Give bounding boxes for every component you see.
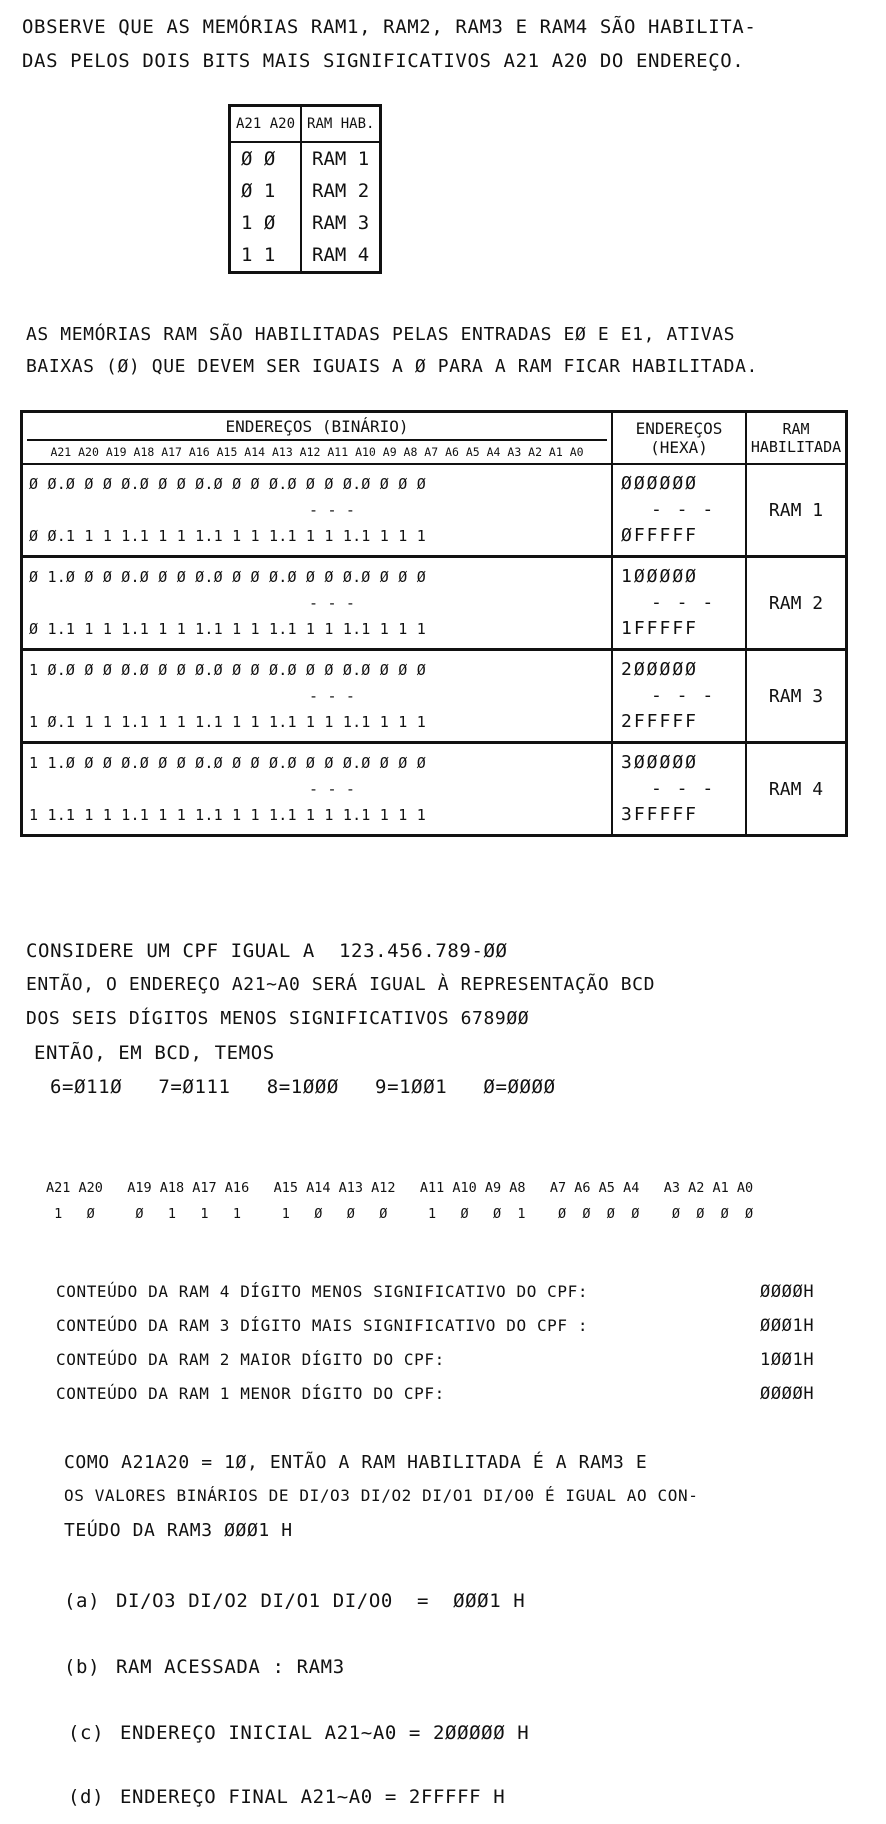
small-table-bits: Ø 1 bbox=[241, 180, 276, 202]
binary-start: 1 1.Ø Ø Ø Ø.Ø Ø Ø Ø.Ø Ø Ø Ø.Ø Ø Ø Ø.Ø Ø Ø Ø bbox=[29, 754, 426, 772]
hex-header-line-1: ENDEREÇOS bbox=[635, 419, 723, 438]
binary-start: Ø Ø.Ø Ø Ø Ø.Ø Ø Ø Ø.Ø Ø Ø Ø.Ø Ø Ø Ø.Ø Ø Ø Ø bbox=[29, 475, 426, 493]
ram-label: RAM 3 bbox=[746, 650, 847, 743]
cpf-line-3: DOS SEIS DÍGITOS MENOS SIGNIFICATIVOS 6789ØØ bbox=[26, 1008, 530, 1029]
binary-range bbox=[22, 464, 613, 557]
hex-range bbox=[612, 743, 746, 836]
answer-a-text: DI/O3 DI/O2 DI/O1 DI/O0 = ØØØ1 H bbox=[116, 1590, 526, 1612]
ram-enable-table bbox=[228, 104, 382, 274]
address-bit-values: 1 Ø Ø 1 1 1 1 Ø Ø Ø 1 Ø Ø 1 Ø Ø Ø Ø Ø Ø Ø Ø bbox=[46, 1206, 754, 1222]
binary-end: 1 Ø.1 1 1 1.1 1 1 1.1 1 1 1.1 1 1 1.1 1 1 1 bbox=[29, 713, 426, 731]
binary-header-cell bbox=[22, 412, 613, 465]
hex-start: 2ØØØØØ bbox=[621, 659, 699, 680]
hex-end: 3FFFFF bbox=[621, 804, 699, 825]
cpf-line-4: ENTÃO, EM BCD, TEMOS bbox=[34, 1042, 275, 1064]
answer-d-item: (d) bbox=[68, 1786, 105, 1808]
answer-d-text: ENDEREÇO FINAL A21~A0 = 2FFFFF H bbox=[120, 1786, 506, 1808]
content-ram4-label: CONTEÚDO DA RAM 4 DÍGITO MENOS SIGNIFICATIVO DO CPF: bbox=[56, 1282, 589, 1301]
binary-header-bits: A21 A20 A19 A18 A17 A16 A15 A14 A13 A12 A11 A10 A9 A8 A7 A6 A5 A4 A3 A2 A1 A0 bbox=[50, 445, 584, 459]
conclusion-line-1: COMO A21A20 = 1Ø, ENTÃO A RAM HABILITADA É A RAM3 E bbox=[64, 1452, 648, 1473]
binary-header-title: ENDEREÇOS (BINÁRIO) bbox=[27, 417, 607, 441]
conclusion-line-3: TEÚDO DA RAM3 ØØØ1 H bbox=[64, 1520, 293, 1541]
hex-end: 2FFFFF bbox=[621, 711, 699, 732]
binary-end: 1 1.1 1 1 1.1 1 1 1.1 1 1 1.1 1 1 1.1 1 1 1 bbox=[29, 806, 426, 824]
content-ram2-value: 1ØØ1H bbox=[760, 1350, 815, 1370]
conclusion-line-2: OS VALORES BINÁRIOS DE DI/O3 DI/O2 DI/O1 DI/O0 É IGUAL AO CON- bbox=[64, 1486, 699, 1505]
hex-start: ØØØØØØ bbox=[621, 473, 699, 494]
content-ram1-label: CONTEÚDO DA RAM 1 MENOR DÍGITO DO CPF: bbox=[56, 1384, 445, 1403]
bcd-conversions: 6=Ø11Ø 7=Ø111 8=1ØØØ 9=1ØØ1 Ø=ØØØØ bbox=[50, 1076, 556, 1098]
hex-range bbox=[612, 557, 746, 650]
hex-header-line-2: (HEXA) bbox=[650, 438, 708, 457]
binary-ellipsis: - - - bbox=[309, 687, 356, 705]
small-table-ram: RAM 1 bbox=[301, 142, 381, 175]
enable-line-2: BAIXAS (Ø) QUE DEVEM SER IGUAIS A Ø PARA A RAM FICAR HABILITADA. bbox=[26, 356, 758, 377]
intro-line-2: DAS PELOS DOIS BITS MAIS SIGNIFICATIVOS A21 A20 DO ENDEREÇO. bbox=[22, 50, 745, 72]
hex-ellipsis: - - - bbox=[651, 499, 716, 520]
small-table-bits: Ø Ø bbox=[241, 148, 276, 170]
ram-label: RAM 2 bbox=[746, 557, 847, 650]
binary-ellipsis: - - - bbox=[309, 780, 356, 798]
hex-ellipsis: - - - bbox=[651, 685, 716, 706]
small-table-header-ram: RAM HAB. bbox=[301, 106, 381, 143]
table-row bbox=[22, 464, 847, 557]
answer-c-text: ENDEREÇO INICIAL A21~A0 = 2ØØØØØ H bbox=[120, 1722, 530, 1744]
hex-ellipsis: - - - bbox=[651, 778, 716, 799]
table-row bbox=[22, 743, 847, 836]
small-table-header-bits: A21 A20 bbox=[230, 106, 302, 143]
intro-line-1: OBSERVE QUE AS MEMÓRIAS RAM1, RAM2, RAM3 E RAM4 SÃO HABILITA- bbox=[22, 16, 757, 38]
address-bit-labels: A21 A20 A19 A18 A17 A16 A15 A14 A13 A12 A11 A10 A9 A8 A7 A6 A5 A4 A3 A2 A1 A0 bbox=[46, 1180, 754, 1196]
hex-ellipsis: - - - bbox=[651, 592, 716, 613]
answer-b-text: RAM ACESSADA : RAM3 bbox=[116, 1656, 345, 1678]
hex-start: 1ØØØØØ bbox=[621, 566, 699, 587]
content-ram3-label: CONTEÚDO DA RAM 3 DÍGITO MAIS SIGNIFICATIVO DO CPF : bbox=[56, 1316, 589, 1335]
hex-end: ØFFFFF bbox=[621, 525, 699, 546]
binary-range bbox=[22, 557, 613, 650]
table-row bbox=[22, 557, 847, 650]
hex-range bbox=[612, 464, 746, 557]
ram-label: RAM 1 bbox=[746, 464, 847, 557]
small-table-bits: 1 1 bbox=[241, 244, 276, 266]
small-table-ram: RAM 4 bbox=[301, 239, 381, 273]
answer-c-item: (c) bbox=[68, 1722, 105, 1744]
binary-ellipsis: - - - bbox=[309, 501, 356, 519]
small-table-ram: RAM 2 bbox=[301, 175, 381, 207]
binary-end: Ø Ø.1 1 1 1.1 1 1 1.1 1 1 1.1 1 1 1.1 1 1 1 bbox=[29, 527, 426, 545]
ram-header-cell bbox=[746, 412, 847, 465]
binary-ellipsis: - - - bbox=[309, 594, 356, 612]
ram-label: RAM 4 bbox=[746, 743, 847, 836]
table-row bbox=[22, 650, 847, 743]
small-table-ram: RAM 3 bbox=[301, 207, 381, 239]
binary-range bbox=[22, 650, 613, 743]
content-ram1-value: ØØØØH bbox=[760, 1384, 815, 1404]
answer-b-item: (b) bbox=[64, 1656, 101, 1678]
hex-header-cell bbox=[612, 412, 746, 465]
answer-a-item: (a) bbox=[64, 1590, 101, 1612]
content-ram3-value: ØØØ1H bbox=[760, 1316, 815, 1336]
hex-end: 1FFFFF bbox=[621, 618, 699, 639]
ram-header-line-2: HABILITADA bbox=[750, 438, 842, 456]
content-ram4-value: ØØØØH bbox=[760, 1282, 815, 1302]
binary-start: Ø 1.Ø Ø Ø Ø.Ø Ø Ø Ø.Ø Ø Ø Ø.Ø Ø Ø Ø.Ø Ø Ø Ø bbox=[29, 568, 426, 586]
address-map-table bbox=[20, 410, 848, 837]
small-table-bits: 1 Ø bbox=[241, 212, 276, 234]
binary-end: Ø 1.1 1 1 1.1 1 1 1.1 1 1 1.1 1 1 1.1 1 1 1 bbox=[29, 620, 426, 638]
hex-start: 3ØØØØØ bbox=[621, 752, 699, 773]
content-ram2-label: CONTEÚDO DA RAM 2 MAIOR DÍGITO DO CPF: bbox=[56, 1350, 445, 1369]
binary-start: 1 Ø.Ø Ø Ø Ø.Ø Ø Ø Ø.Ø Ø Ø Ø.Ø Ø Ø Ø.Ø Ø Ø Ø bbox=[29, 661, 426, 679]
binary-range bbox=[22, 743, 613, 836]
cpf-line-2: ENTÃO, O ENDEREÇO A21~A0 SERÁ IGUAL À REPRESENTAÇÃO BCD bbox=[26, 974, 656, 995]
cpf-line-1: CONSIDERE UM CPF IGUAL A 123.456.789-ØØ bbox=[26, 940, 508, 962]
ram-header-line-1: RAM bbox=[782, 420, 810, 438]
hex-range bbox=[612, 650, 746, 743]
enable-line-1: AS MEMÓRIAS RAM SÃO HABILITADAS PELAS ENTRADAS EØ E E1, ATIVAS bbox=[26, 324, 736, 345]
